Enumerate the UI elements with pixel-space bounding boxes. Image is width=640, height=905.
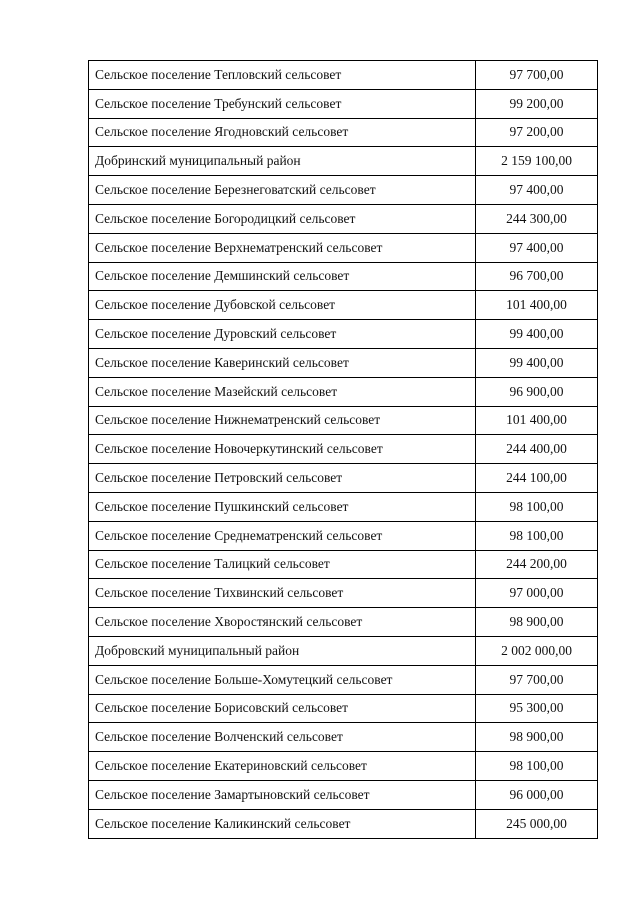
amount-cell: 97 200,00 [476,118,598,147]
table-row [89,61,598,90]
amount-cell: 97 000,00 [476,579,598,608]
amount-cell: 98 100,00 [476,492,598,521]
municipality-name-cell: Сельское поселение Дуровский сельсовет [89,320,476,349]
amount-cell: 97 700,00 [476,61,598,90]
municipality-name-cell: Сельское поселение Верхнематренский сельсовет [89,233,476,262]
amount-cell: 97 400,00 [476,233,598,262]
amount-cell: 245 000,00 [476,809,598,838]
municipality-name-cell: Сельское поселение Больше-Хомутецкий сельсовет [89,665,476,694]
table-row [89,521,598,550]
amount-cell: 97 700,00 [476,665,598,694]
amount-cell: 244 300,00 [476,204,598,233]
municipality-name-cell: Сельское поселение Нижнематренский сельсовет [89,406,476,435]
amount-cell: 96 900,00 [476,377,598,406]
amount-cell: 99 200,00 [476,89,598,118]
table-row [89,89,598,118]
table-row [89,579,598,608]
amount-cell: 101 400,00 [476,406,598,435]
table-row [89,233,598,262]
amount-cell: 101 400,00 [476,291,598,320]
municipality-name-cell: Сельское поселение Хворостянский сельсовет [89,608,476,637]
municipality-name-cell: Сельское поселение Каверинский сельсовет [89,348,476,377]
table-body [89,61,598,839]
table-row [89,809,598,838]
table-row [89,550,598,579]
table-row [89,435,598,464]
table-row [89,147,598,176]
table-row [89,608,598,637]
table-row [89,176,598,205]
amount-cell: 244 400,00 [476,435,598,464]
table-row [89,262,598,291]
municipality-name-cell: Сельское поселение Волченский сельсовет [89,723,476,752]
amount-cell: 98 100,00 [476,752,598,781]
municipality-name-cell: Сельское поселение Каликинский сельсовет [89,809,476,838]
municipality-name-cell: Сельское поселение Пушкинский сельсовет [89,492,476,521]
municipality-name-cell: Добринский муниципальный район [89,147,476,176]
table-row [89,464,598,493]
municipality-name-cell: Сельское поселение Замартыновский сельсовет [89,780,476,809]
amount-cell: 99 400,00 [476,320,598,349]
municipality-name-cell: Сельское поселение Богородицкий сельсовет [89,204,476,233]
municipality-name-cell: Сельское поселение Борисовский сельсовет [89,694,476,723]
amount-cell: 96 700,00 [476,262,598,291]
municipality-name-cell: Сельское поселение Тепловский сельсовет [89,61,476,90]
table-row [89,406,598,435]
table-row [89,752,598,781]
municipality-name-cell: Сельское поселение Демшинский сельсовет [89,262,476,291]
table-row [89,723,598,752]
amount-cell: 244 100,00 [476,464,598,493]
municipality-name-cell: Сельское поселение Ягодновский сельсовет [89,118,476,147]
allocation-table [88,60,598,839]
municipality-name-cell: Сельское поселение Тихвинский сельсовет [89,579,476,608]
municipality-name-cell: Сельское поселение Березнеговатский сельсовет [89,176,476,205]
municipality-name-cell: Сельское поселение Екатериновский сельсовет [89,752,476,781]
amount-cell: 98 900,00 [476,608,598,637]
table-row [89,320,598,349]
table-row [89,118,598,147]
table-row [89,204,598,233]
table-row [89,636,598,665]
amount-cell: 2 002 000,00 [476,636,598,665]
table-row [89,694,598,723]
amount-cell: 96 000,00 [476,780,598,809]
municipality-name-cell: Сельское поселение Петровский сельсовет [89,464,476,493]
municipality-name-cell: Сельское поселение Среднематренский сельсовет [89,521,476,550]
municipality-name-cell: Сельское поселение Мазейский сельсовет [89,377,476,406]
table-row [89,665,598,694]
municipality-name-cell: Сельское поселение Новочеркутинский сельсовет [89,435,476,464]
table-row [89,348,598,377]
table-row [89,492,598,521]
amount-cell: 98 900,00 [476,723,598,752]
table-row [89,780,598,809]
amount-cell: 95 300,00 [476,694,598,723]
table-row [89,291,598,320]
amount-cell: 2 159 100,00 [476,147,598,176]
municipality-name-cell: Сельское поселение Требунский сельсовет [89,89,476,118]
amount-cell: 99 400,00 [476,348,598,377]
table-row [89,377,598,406]
municipality-name-cell: Добровский муниципальный район [89,636,476,665]
municipality-name-cell: Сельское поселение Талицкий сельсовет [89,550,476,579]
municipality-name-cell: Сельское поселение Дубовской сельсовет [89,291,476,320]
amount-cell: 97 400,00 [476,176,598,205]
amount-cell: 98 100,00 [476,521,598,550]
amount-cell: 244 200,00 [476,550,598,579]
